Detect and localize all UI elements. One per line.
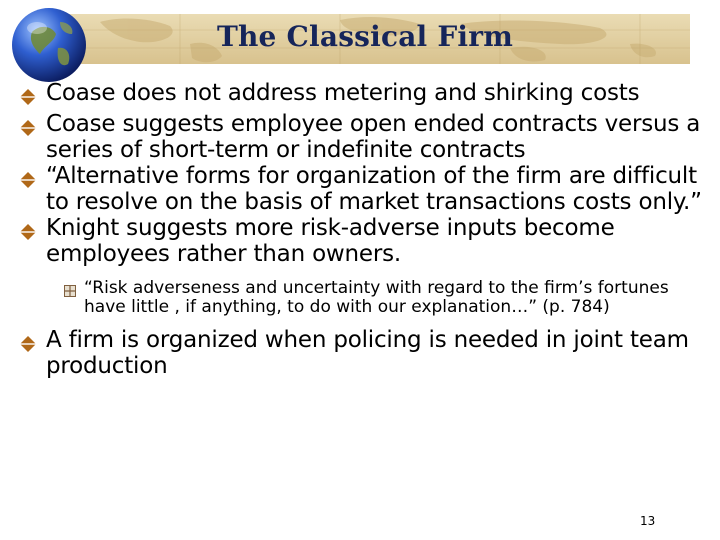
list-item (20, 327, 710, 379)
bullet-text: Coase does not address metering and shirking costs (46, 80, 640, 106)
diamond-bullet-icon (20, 327, 46, 358)
list-item (20, 111, 710, 163)
sub-bullet-text: “Risk adverseness and uncertainty with regard to the firm’s fortunes have little , if anything, to do with our explanation…” (p. 784) (84, 278, 669, 317)
slide-title: The Classical Firm (216, 20, 514, 53)
page-number: 13 (640, 514, 656, 528)
globe-icon (10, 6, 88, 84)
bullet-text: Knight suggests more risk-adverse inputs become employees rather than owners. (46, 215, 615, 267)
bullet-list (20, 80, 710, 379)
diamond-bullet-icon (20, 215, 46, 246)
list-item (20, 80, 710, 111)
bullet-text: Coase suggests employee open ended contracts versus a series of short-term or indefinite contracts (46, 111, 701, 163)
square-bullet-icon (64, 279, 84, 302)
diamond-bullet-icon (20, 80, 46, 111)
bullet-text: A firm is organized when policing is needed in joint team production (46, 327, 689, 379)
list-item (20, 215, 710, 267)
sub-list-item (64, 279, 710, 317)
bullet-text: “Alternative forms for organization of the firm are difficult to resolve on the basis of market transactions costs only.” (46, 163, 702, 215)
list-item (20, 163, 710, 215)
title-bar (40, 14, 690, 64)
diamond-bullet-icon (20, 163, 46, 194)
diamond-bullet-icon (20, 111, 46, 142)
